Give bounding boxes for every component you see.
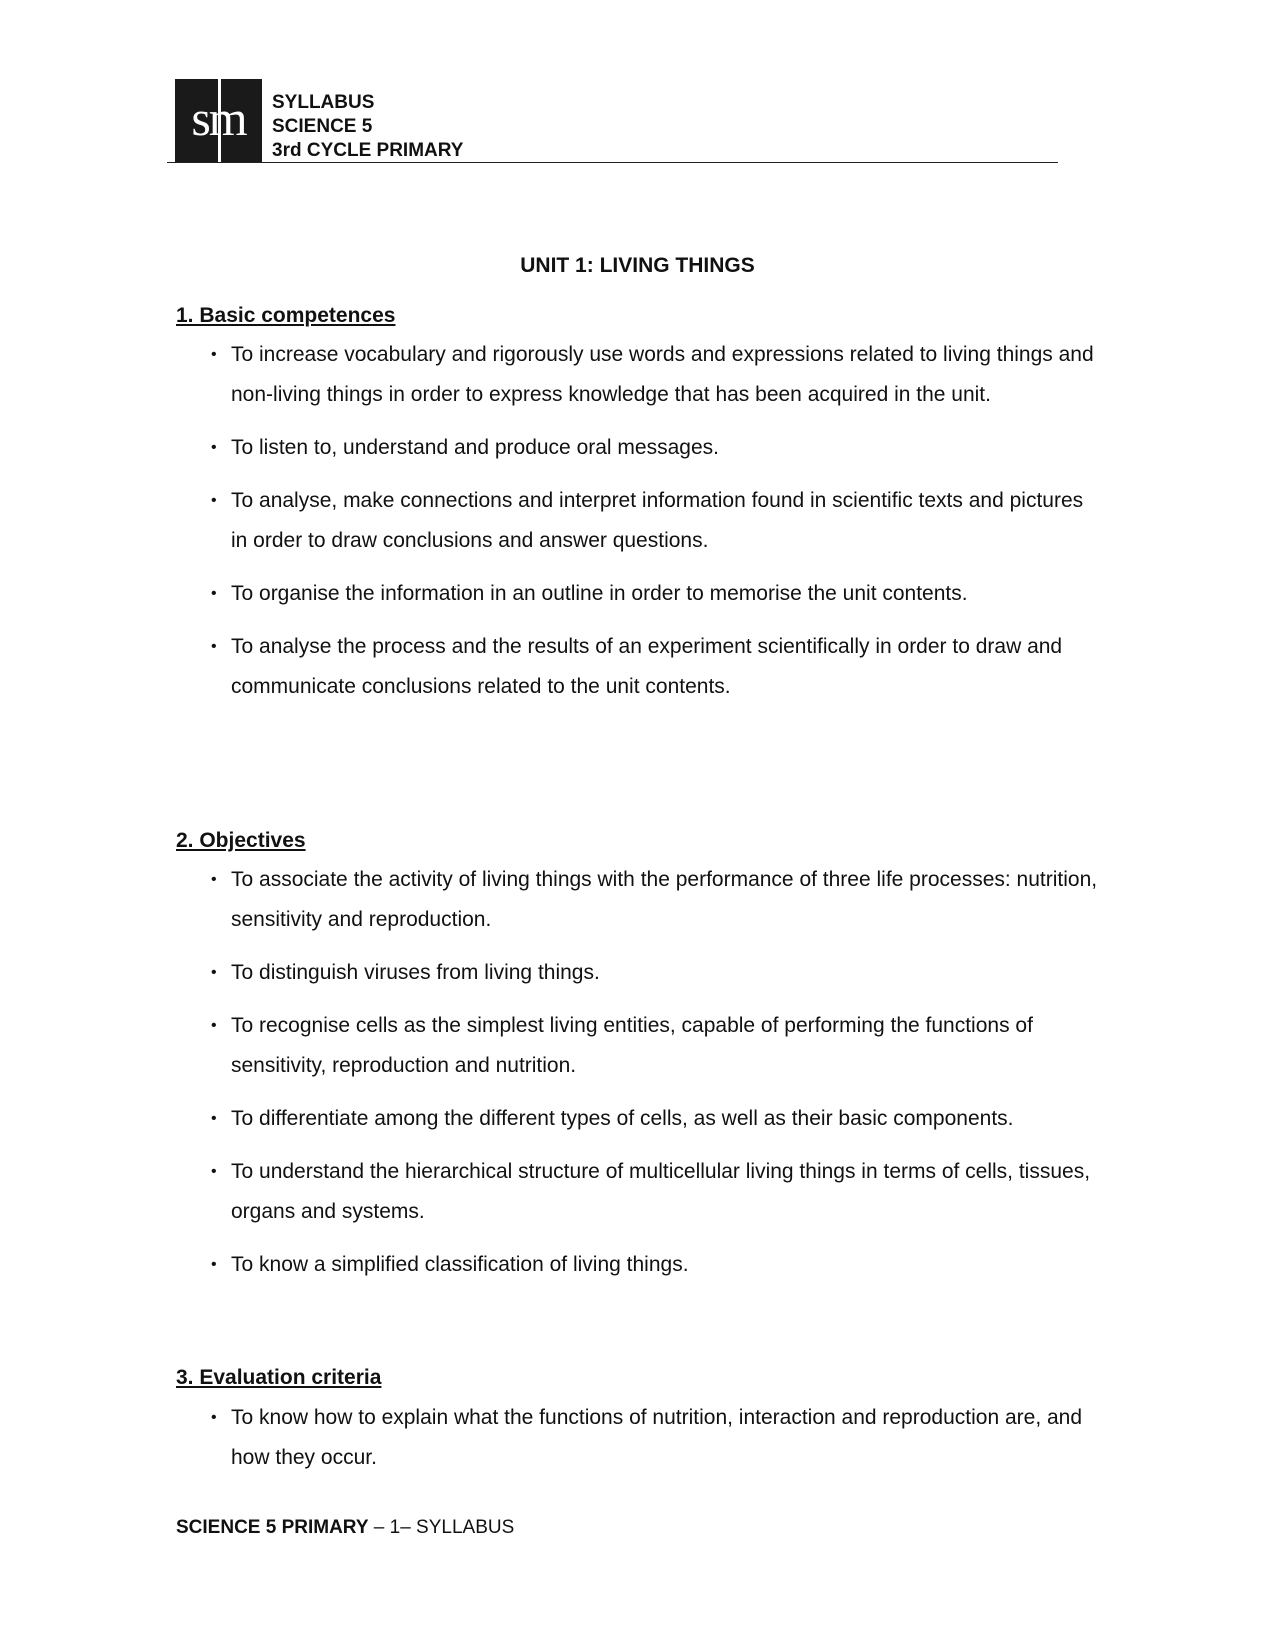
list-item-text: To know a simplified classification of living things. <box>231 1253 689 1276</box>
header-line-subject: SCIENCE 5 <box>272 116 373 137</box>
bullet-icon: • <box>211 585 217 602</box>
logo-text: sm <box>191 90 246 146</box>
list-item <box>211 428 1101 468</box>
list-item-text: To differentiate among the different types of cells, as well as their basic components. <box>231 1107 1014 1130</box>
bullet-icon: • <box>211 1409 217 1426</box>
list-item <box>211 574 1101 614</box>
bullet-icon: • <box>211 871 217 888</box>
bullet-icon: • <box>211 964 217 981</box>
document-header <box>272 91 463 163</box>
header-rule <box>167 162 1058 163</box>
list-item <box>211 1152 1101 1232</box>
bullet-icon: • <box>211 439 217 456</box>
list-item-text: To increase vocabulary and rigorously use words and expressions related to living things and non-living things in order to express knowledge that has been acquired in the unit. <box>231 343 1094 406</box>
list-item <box>211 1398 1101 1478</box>
list-item <box>211 1006 1101 1086</box>
section-heading-basic-competences: 1. Basic competences <box>176 304 396 327</box>
bullet-icon: • <box>211 1017 217 1034</box>
list-item <box>211 1245 1101 1285</box>
list-item-text: To recognise cells as the simplest living entities, capable of performing the functions of sensitivity, reproduction and nutrition. <box>231 1014 1033 1077</box>
objectives-list <box>211 860 1101 1298</box>
list-item <box>211 335 1101 415</box>
header-line-cycle: 3rd CYCLE PRIMARY <box>272 140 464 161</box>
footer-title: SCIENCE 5 PRIMARY <box>176 1517 369 1538</box>
page-footer <box>176 1517 514 1539</box>
header-line-syllabus: SYLLABUS <box>272 92 375 113</box>
list-item-text: To listen to, understand and produce oral messages. <box>231 436 719 459</box>
list-item-text: To organise the information in an outline in order to memorise the unit contents. <box>231 582 968 605</box>
list-item <box>211 953 1101 993</box>
list-item-text: To associate the activity of living things with the performance of three life processes: nutrition, sensitivity and reproduction. <box>231 868 1098 931</box>
list-item-text: To distinguish viruses from living things. <box>231 961 600 984</box>
bullet-icon: • <box>211 638 217 655</box>
section-heading-evaluation-criteria: 3. Evaluation criteria <box>176 1366 382 1389</box>
list-item <box>211 1099 1101 1139</box>
list-item-text: To analyse, make connections and interpret information found in scientific texts and pictures in order to draw conclusions and answer questions. <box>231 489 1084 552</box>
list-item <box>211 481 1101 561</box>
list-item <box>211 627 1101 707</box>
list-item <box>211 860 1101 940</box>
list-item-text: To analyse the process and the results of an experiment scientifically in order to draw and communicate conclusions related to the unit contents. <box>231 635 1063 698</box>
bullet-icon: • <box>211 1163 217 1180</box>
basic-competences-list <box>211 335 1101 720</box>
sm-logo <box>175 79 262 162</box>
section-heading-objectives: 2. Objectives <box>176 829 306 852</box>
bullet-icon: • <box>211 492 217 509</box>
bullet-icon: • <box>211 1110 217 1127</box>
bullet-icon: • <box>211 346 217 363</box>
bullet-icon: • <box>211 1256 217 1273</box>
list-item-text: To understand the hierarchical structure of multicellular living things in terms of cells, tissues, organs and systems. <box>231 1160 1091 1223</box>
footer-page-info: – 1– SYLLABUS <box>368 1517 515 1538</box>
list-item-text: To know how to explain what the functions of nutrition, interaction and reproduction are, and how they occur. <box>231 1406 1083 1469</box>
unit-title: UNIT 1: LIVING THINGS <box>520 254 755 277</box>
evaluation-criteria-list <box>211 1398 1101 1491</box>
